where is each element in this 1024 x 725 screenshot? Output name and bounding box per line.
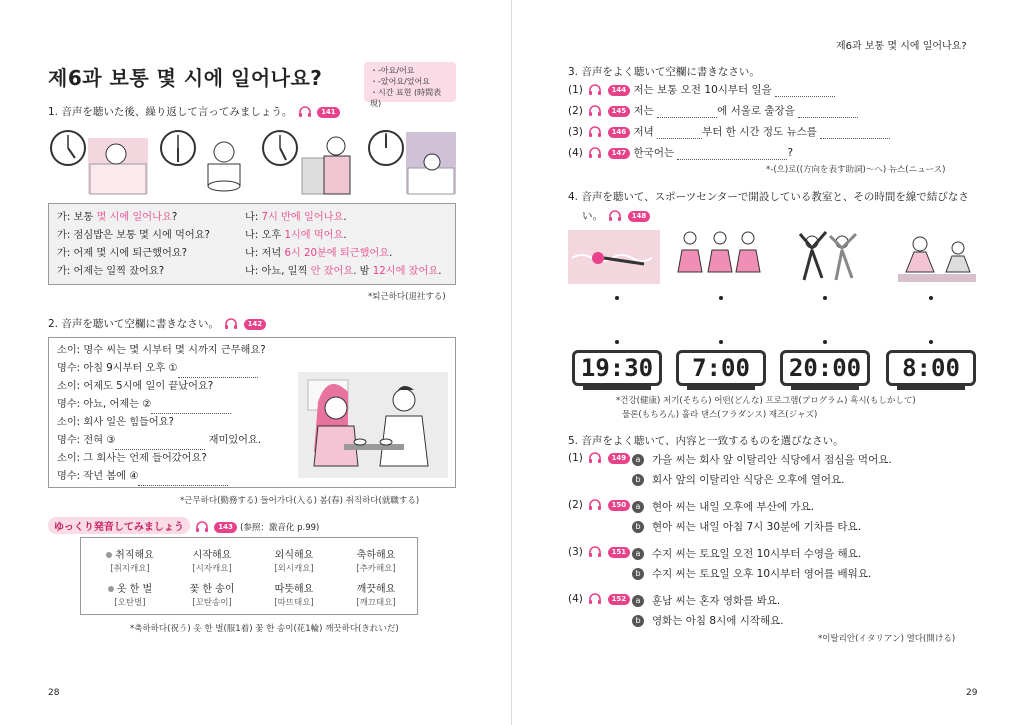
digital-clock: 20:00 <box>780 350 870 386</box>
match-dot[interactable] <box>719 340 723 344</box>
match-dot[interactable] <box>719 296 723 300</box>
choice-b[interactable]: b 영화는 아침 8시에 시작해요. <box>632 613 784 628</box>
match-dot[interactable] <box>823 340 827 344</box>
lesson-title: 제6과 보통 몇 시에 일어나요? <box>48 66 323 90</box>
headphones-icon[interactable] <box>588 126 602 138</box>
headphones-icon[interactable] <box>195 521 209 533</box>
headphones-icon[interactable] <box>588 105 602 117</box>
pron-word: 취직해요 <box>95 546 165 561</box>
page-number: 28 <box>48 688 60 698</box>
option-a-icon: a <box>632 595 644 607</box>
option-b-icon: b <box>632 615 644 627</box>
slow-pronunciation-tag: ゆっくり発音してみましょう <box>48 517 190 534</box>
answer-blank[interactable] <box>657 138 702 139</box>
exercise-4-instruction: 4. 音声を聴いて、スポーツセンターで開設している教室と、その時間を線で結びなさ <box>568 191 969 203</box>
choice-b[interactable]: b 수지 씨는 토요일 오후 10시부터 영어를 배워요. <box>632 566 871 581</box>
answer-blank[interactable] <box>798 117 858 118</box>
grammar-point: ・-아요/어요 <box>370 66 415 75</box>
answer-blank[interactable] <box>677 159 787 160</box>
sport-classes-illustration <box>568 228 978 288</box>
track-badge: 147 <box>608 148 631 159</box>
running-head: 제6과 보통 몇 시에 일어나요? <box>836 41 967 52</box>
track-badge: 149 <box>608 453 631 464</box>
digital-clock: 7:00 <box>676 350 766 386</box>
answer-blank[interactable] <box>820 138 890 139</box>
headphones-icon[interactable] <box>588 546 602 558</box>
grammar-point: ・-았어요/었어요 <box>370 77 430 86</box>
headphones-icon[interactable] <box>588 147 602 159</box>
vocab-note: *이탈리안(イタリアン) 열다(開ける) <box>818 634 956 644</box>
dialogue-row: 가: 어제는 일찍 잤어요? 나: 아뇨, 일찍 안 잤어요. 밤 12시에 잤어요. <box>57 266 442 277</box>
track-badge: 141 <box>317 107 340 118</box>
right-page <box>512 0 1024 725</box>
ex3-item: (2) 145 저는 에 서울로 출장을 <box>568 103 858 118</box>
option-a-icon: a <box>632 501 644 513</box>
clock-icon <box>263 131 297 165</box>
digital-clock: 8:00 <box>886 350 976 386</box>
track-badge: 150 <box>608 500 631 511</box>
choice-b[interactable]: b 회사 앞의 이탈리안 식당은 오후에 열어요. <box>632 472 844 487</box>
ex3-item: (3) 146 저녁 부터 한 시간 정도 뉴스를 <box>568 124 890 139</box>
daily-routine-illustration <box>48 124 458 198</box>
grammar-point: ・시간 표현 (時間表現) <box>370 88 442 108</box>
choice-b[interactable]: b 현아 씨는 내일 아침 7시 30분에 기차를 타요. <box>632 519 861 534</box>
exercise-3-instruction: 3. 音声をよく聴いて空欄に書きなさい。 <box>568 66 760 78</box>
option-b-icon: b <box>632 474 644 486</box>
ex5-item-1: (1) 149 <box>568 452 630 464</box>
vocab-note: *건강(健康) 저기(そちら) 어떤(どんな) 프로그램(プログラム) 혹시(もしかして) <box>616 396 916 406</box>
vocab-note: *근무하다(勤務する) 들어가다(入る) 봄(春) 취직하다(就職する) <box>180 496 420 506</box>
answer-blank[interactable] <box>775 96 835 97</box>
dialogue-row: 가: 보통 몇 시에 일어나요? 나: 7시 반에 일어나요. <box>57 212 347 223</box>
yoga-class-icon <box>898 237 976 282</box>
match-dot[interactable] <box>615 296 619 300</box>
track-badge: 151 <box>608 547 631 558</box>
answer-blank[interactable] <box>657 117 717 118</box>
track-badge: 143 <box>214 522 237 533</box>
headphones-icon[interactable] <box>588 84 602 96</box>
digital-clock: 19:30 <box>572 350 662 386</box>
headphones-icon[interactable] <box>224 318 238 330</box>
slow-pronunciation-header: ゆっくり発音してみましょう 143 (参照：激音化 p.99) <box>48 517 319 534</box>
choice-a[interactable]: a 가을 씨는 회사 앞 이탈리안 식당에서 점심을 먹어요. <box>632 452 892 467</box>
pron-reading: [시자캐요] <box>192 564 232 574</box>
track-badge: 152 <box>608 594 631 605</box>
option-b-icon: b <box>632 521 644 533</box>
bullet-icon <box>108 586 114 592</box>
pron-word: 축하해요 <box>356 550 396 561</box>
ex3-item: (4) 147 한국어는 ? <box>568 147 794 159</box>
ex3-item: (1) 144 저는 보통 오전 10시부터 일을 <box>568 82 835 97</box>
headphones-icon[interactable] <box>588 452 602 464</box>
track-badge: 148 <box>628 211 651 222</box>
match-dot[interactable] <box>823 296 827 300</box>
exercise-1-instruction: 1. 音声を聴いた後、繰り返して言ってみましょう。 141 <box>48 104 340 119</box>
exercise-4-instruction-cont: い。 148 <box>582 208 650 223</box>
dialogue-box-2: 소이: 명수 씨는 몇 시부터 몇 시까지 근무해요? 명수: 아침 9시부터 오후 ① 소이: 어제도 5시에 일이 끝났어요? 명수: 아뇨, 어제는 ② 소이: 회사 일은 힘들어요? 명수: 전혀 ③ 재미있어요. 소이: 그 회사는 언제 들어갔어요? 명수: 작년 봄에 ④ <box>48 337 456 488</box>
pron-reading: [따뜨태요] <box>274 598 314 608</box>
clock-icon <box>51 131 85 165</box>
choice-a[interactable]: a 현아 씨는 내일 오후에 부산에 가요. <box>632 499 814 514</box>
pronunciation-table <box>80 537 418 615</box>
answer-blank-4[interactable] <box>138 485 228 486</box>
cafe-couple-illustration <box>298 372 448 478</box>
track-badge: 144 <box>608 85 631 96</box>
headphones-icon[interactable] <box>588 499 602 511</box>
grammar-box <box>364 62 456 108</box>
pron-reading: [취지캐요] <box>110 564 150 574</box>
choice-a[interactable]: a 훈남 씨는 혼자 영화를 봐요. <box>632 593 780 608</box>
dialogue-row: 가: 점심밥은 보통 몇 시에 먹어요? 나: 오후 1시에 먹어요. <box>57 230 347 241</box>
pron-word: 외식해요 <box>274 550 314 561</box>
track-badge: 146 <box>608 127 631 138</box>
page-number: 29 <box>966 688 978 698</box>
match-dot[interactable] <box>929 340 933 344</box>
headphones-icon[interactable] <box>608 210 622 222</box>
pron-word: 꽃 한 송이 <box>189 584 235 595</box>
pron-reading: [오탄벌] <box>114 598 146 608</box>
track-badge: 145 <box>608 106 631 117</box>
vocab-note: 물론(もちろん) 훌라 댄스(フラダンス) 재즈(ジャズ) <box>622 410 818 420</box>
pron-word: 깨끗해요 <box>356 584 396 595</box>
pron-reading: [꼬탄송이] <box>192 598 232 608</box>
hula-dance-class-icon <box>678 232 760 272</box>
exercise-2-instruction: 2. 音声を聴いて空欄に書きなさい。 142 <box>48 316 266 331</box>
option-a-icon: a <box>632 454 644 466</box>
pron-word: 옷 한 벌 <box>95 580 165 595</box>
pron-reading: [외시캐요] <box>274 564 314 574</box>
choice-a[interactable]: a 수지 씨는 토요일 오전 10시부터 수영을 해요. <box>632 546 861 561</box>
match-dot[interactable] <box>929 296 933 300</box>
option-b-icon: b <box>632 568 644 580</box>
ex5-item-2: (2) 150 <box>568 499 630 511</box>
vocab-note: *축하하다(祝う) 옷 한 벌(服1着) 꽃 한 송이(花1輪) 깨끗하다(きれいだ) <box>130 624 399 634</box>
track-badge: 142 <box>244 319 267 330</box>
match-dot[interactable] <box>615 340 619 344</box>
vocab-note: *-(으)로((方向を表す助詞)～へ) 뉴스(ニュース) <box>766 165 946 175</box>
headphones-icon[interactable] <box>588 593 602 605</box>
clock-icon <box>369 131 403 165</box>
pron-word: 따뜻해요 <box>274 584 314 595</box>
pron-word: 시작해요 <box>192 550 232 561</box>
pron-reading: [깨끄태요] <box>356 598 396 608</box>
clock-icon <box>161 131 195 165</box>
bullet-icon <box>106 552 112 558</box>
pron-reading: [추카해요] <box>356 564 396 574</box>
ex5-item-4: (4) 152 <box>568 593 630 605</box>
dialogue-box-1 <box>48 203 456 285</box>
swimming-class-icon <box>568 230 660 284</box>
dialogue-row: 가: 어제 몇 시에 퇴근했어요? 나: 저녁 6시 20분에 퇴근했어요. <box>57 248 393 259</box>
headphones-icon[interactable] <box>298 106 312 118</box>
ex5-item-3: (3) 151 <box>568 546 630 558</box>
vocab-note: *퇴근하다(退社する) <box>368 292 446 302</box>
jazz-dance-class-icon <box>800 232 856 280</box>
exercise-5-instruction: 5. 音声をよく聴いて、内容と一致するものを選びなさい。 <box>568 435 844 447</box>
option-a-icon: a <box>632 548 644 560</box>
